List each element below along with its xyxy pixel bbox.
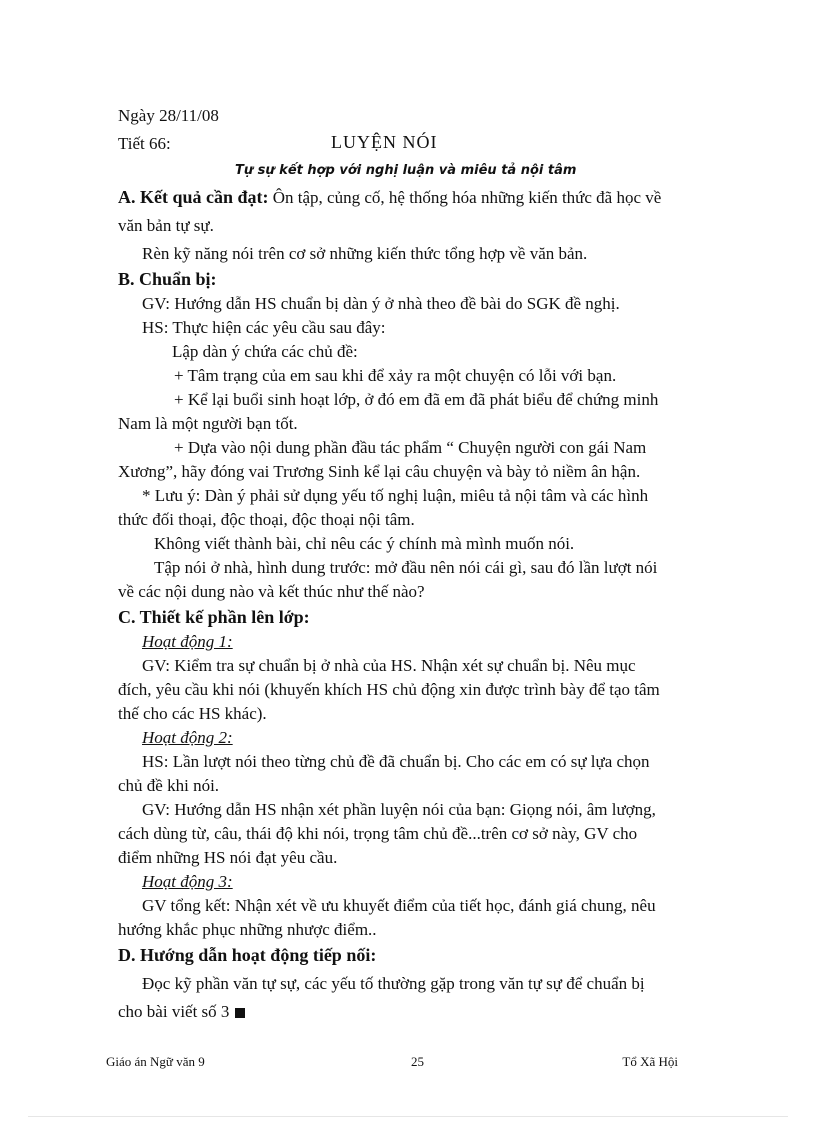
- activity-1-line-c: thế cho các HS khác).: [118, 704, 267, 723]
- period-label: Tiết 66:: [118, 134, 171, 153]
- section-b-heading: B. Chuẩn bị:: [118, 269, 217, 289]
- section-a-first-line: [118, 184, 708, 210]
- section-b-gv: GV: Hướng dẫn HS chuẩn bị dàn ý ở nhà theo đề bài do SGK đề nghị.: [142, 294, 620, 313]
- section-b-item1: + Tâm trạng của em sau khi để xảy ra một chuyện có lỗi với bạn.: [174, 366, 617, 385]
- page-footer: [106, 1052, 678, 1072]
- activity-3-label: Hoạt động 3:: [142, 872, 233, 891]
- title-row: [118, 130, 708, 158]
- section-d-heading: D. Hướng dẫn hoạt động tiếp nối:: [118, 945, 377, 965]
- section-b-note-c: Không viết thành bài, chỉ nêu các ý chính mà mình muốn nói.: [154, 534, 575, 553]
- section-b-outline: Lập dàn ý chứa các chủ đề:: [172, 342, 358, 361]
- section-b-note-a: * Lưu ý: Dàn ý phải sử dụng yếu tố nghị luận, miêu tả nội tâm và các hình: [142, 486, 649, 505]
- activity-1-line-a: GV: Kiểm tra sự chuẩn bị ở nhà của HS. Nhận xét sự chuẩn bị. Nêu mục: [142, 656, 636, 675]
- page-title: LUYỆN NÓI: [331, 132, 438, 152]
- activity-2-line-e: điểm những HS nói đạt yêu cầu.: [118, 848, 338, 867]
- section-b-note-d-b: về các nội dung nào và kết thúc như thế nào?: [118, 582, 425, 601]
- activity-3-line-a: GV tổng kết: Nhận xét về ưu khuyết điểm của tiết học, đánh giá chung, nêu: [142, 896, 656, 915]
- section-a-line2: văn bản tự sự.: [118, 216, 214, 235]
- section-c-heading: C. Thiết kế phần lên lớp:: [118, 607, 310, 627]
- section-b-note-b: thức đối thoại, độc thoại, độc thoại nội tâm.: [118, 510, 415, 529]
- document-body: [118, 104, 708, 1024]
- footer-left: Giáo án Ngữ văn 9: [106, 1054, 205, 1069]
- footer-right: Tổ Xã Hội: [622, 1054, 678, 1069]
- section-d-line1: Đọc kỹ phần văn tự sự, các yếu tố thường gặp trong văn tự sự để chuẩn bị: [142, 974, 645, 993]
- section-a-line1: Ôn tập, củng cố, hệ thống hóa những kiến thức đã học về: [268, 188, 662, 207]
- section-d-line2: cho bài viết số 3: [118, 1002, 230, 1021]
- date-line: Ngày 28/11/08: [118, 106, 219, 125]
- section-b-item2b: Nam là một người bạn tốt.: [118, 414, 298, 433]
- section-b-item3a: + Dựa vào nội dung phần đầu tác phẩm “ Chuyện người con gái Nam: [174, 438, 647, 457]
- page-subtitle: Tự sự kết hợp với nghị luận và miêu tả nội tâm: [235, 163, 577, 178]
- section-d-line2-row: [118, 1000, 708, 1024]
- section-b-hs: HS: Thực hiện các yêu cầu sau đây:: [142, 318, 386, 337]
- activity-2-line-a: HS: Lần lượt nói theo từng chủ đề đã chuẩn bị. Cho các em có sự lựa chọn: [142, 752, 650, 771]
- section-a-line3: Rèn kỹ năng nói trên cơ sở những kiến thức tổng hợp về văn bản.: [142, 244, 588, 263]
- activity-2-line-d: cách dùng từ, câu, thái độ khi nói, trọng tâm chủ đề...trên cơ sở này, GV cho: [118, 824, 638, 843]
- section-a-heading: A. Kết quả cần đạt:: [118, 187, 269, 207]
- section-b-note-d-a: Tập nói ở nhà, hình dung trước: mở đầu nên nói cái gì, sau đó lần lượt nói: [154, 558, 658, 577]
- activity-2-label: Hoạt động 2:: [142, 728, 233, 747]
- section-b-item2a: + Kể lại buổi sinh hoạt lớp, ở đó em đã em đã phát biểu để chứng minh: [174, 390, 659, 409]
- activity-1-label: Hoạt động 1:: [142, 632, 233, 651]
- activity-1-line-b: đích, yêu cầu khi nói (khuyến khích HS chủ động xin được trình bày để tạo tâm: [118, 680, 660, 699]
- activity-2-line-b: chủ đề khi nói.: [118, 776, 220, 795]
- section-b-item3b: Xương”, hãy đóng vai Trương Sinh kể lại câu chuyện và bày tỏ niềm ân hận.: [118, 462, 641, 481]
- page-number: 25: [411, 1054, 424, 1069]
- end-square-icon: [235, 1008, 245, 1018]
- activity-3-line-b: hướng khắc phục những nhược điểm..: [118, 920, 377, 939]
- activity-2-line-c: GV: Hướng dẫn HS nhận xét phần luyện nói của bạn: Giọng nói, âm lượng,: [142, 800, 656, 819]
- bottom-divider: [28, 1116, 788, 1117]
